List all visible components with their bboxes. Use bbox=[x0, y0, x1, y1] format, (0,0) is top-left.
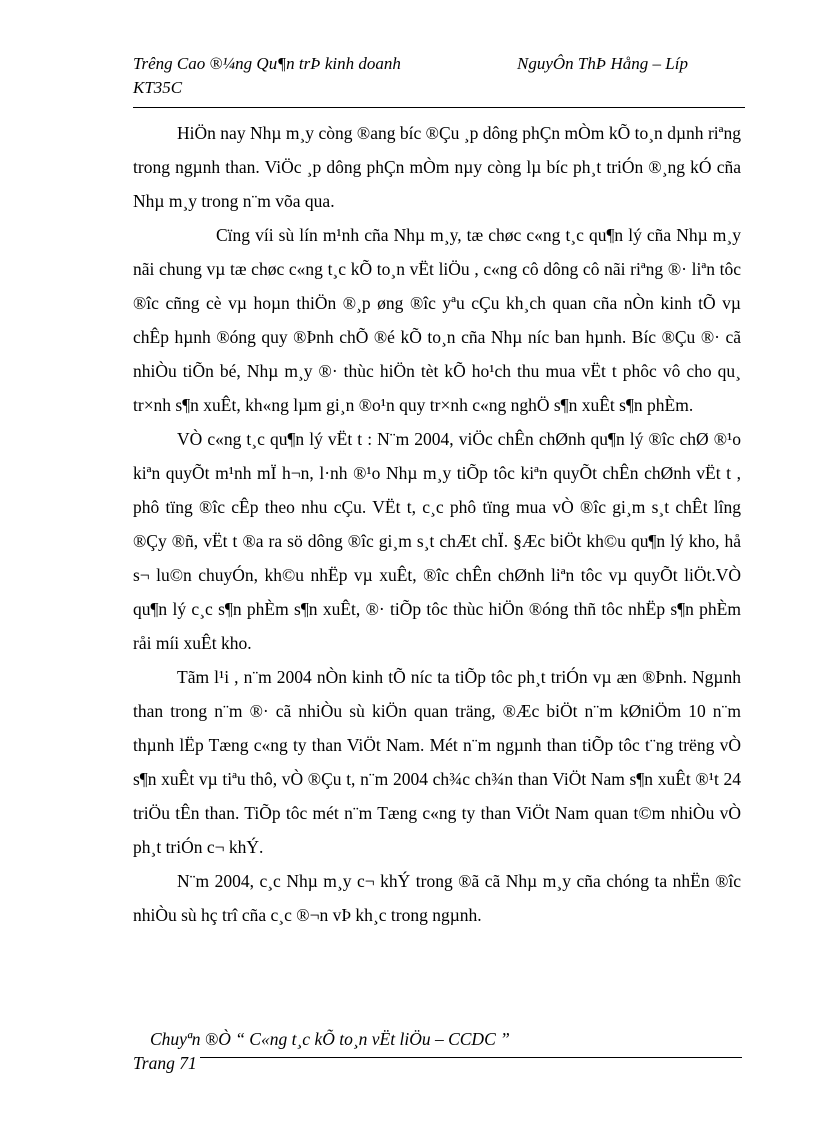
header-divider bbox=[133, 107, 745, 108]
paragraph: HiÖn nay Nhµ m¸y còng ®ang bíc ®Çu ¸p dông phÇn mÒm kÕ to¸n dµnh riªng trong ngµnh than. ViÖc ¸p dông phÇn mÒm nµy còng lµ bíc ph¸t triÓn ®¸ng kÓ cña Nhµ m¸y trong n¨m võa qua. bbox=[133, 123, 741, 211]
document-body bbox=[133, 116, 741, 932]
footer-title: Chuyªn ®Ò “ C«ng t¸c kÕ to¸n vËt liÖu – CCDC ” bbox=[150, 1029, 510, 1049]
paragraph: Cïng víi sù lín m¹nh cña Nhµ m¸y, tæ chøc c«ng t¸c qu¶n lý cña Nhµ m¸y nãi chung vµ tæ chøc c«ng t¸c kÕ to¸n vËt liÖu , c«ng cô dông cô nãi riªng ®· liªn tôc ®îc cñng cè vµ hoµn thiÖn ®¸p øng ®îc yªu cÇu kh¸ch quan cña nÒn kinh tÕ vµ chÊp hµnh ®óng quy ®Þnh chÕ ®é kÕ to¸n cña Nhµ níc ban hµnh. Bíc ®Çu ®· cã nhiÒu tiÕn bé, Nhµ m¸y ®· thùc hiÖn tèt kÕ ho¹ch thu mua vËt t phôc vô cho qu¸ tr×nh s¶n xuÊt, kh«ng lµm gi¸n ®o¹n quy tr×nh c«ng nghÖ s¶n xuÊt s¶n phÈm. bbox=[133, 225, 741, 415]
paragraph: Tãm l¹i , n¨m 2004 nÒn kinh tÕ níc ta tiÕp tôc ph¸t triÓn vµ æn ®Þnh. Ngµnh than trong n¨m ®· cã nhiÒu sù kiÖn quan träng, ®Æc biÖt n¨m kØniÖm 10 n¨m thµnh lËp Tæng c«ng ty than ViÖt Nam. Mét n¨m ngµnh than tiÕp tôc t¨ng trëng vÒ s¶n xuÊt vµ tiªu thô, vÒ ®Çu t, n¨m 2004 ch¾c ch¾n than ViÖt Nam s¶n xuÊt ®¹t 24 triÖu tÊn than. TiÕp tôc mét n¨m Tæng c«ng ty than ViÖt Nam quan t©m nhiÒu vÒ ph¸t triÓn c¬ khÝ. bbox=[133, 667, 741, 857]
header-author: NguyÔn ThÞ Hång – Líp bbox=[517, 54, 688, 73]
footer-divider bbox=[200, 1057, 742, 1058]
paragraph: VÒ c«ng t¸c qu¶n lý vËt t : N¨m 2004, viÖc chÊn chØnh qu¶n lý ®îc chØ ®¹o kiªn quyÕt m¹nh mÏ h¬n, l·nh ®¹o Nhµ m¸y tiÕp tôc kiªn quyÕt chÊn chØnh vËt t , phô tïng ®îc cÊp theo nhu cÇu. VËt t, c¸c phô tïng mua vÒ ®îc gi¸m s¸t chÊt lîng ®Çy ®ñ, vËt t ®a ra sö dông ®îc gi¸m s¸t chÆt chÏ. §Æc biÖt kh©u qu¶n lý kho, hå s¬ lu©n chuyÓn, kh©u nhËp vµ xuÊt, ®îc chÊn chØnh liªn tôc vµ quyÕt liÖt.VÒ qu¶n lý c¸c s¶n phÈm s¶n xuÊt, ®· tiÕp tôc thùc hiÖn ®óng thñ tôc nhËp s¶n phÈm råi míi xuÊt kho. bbox=[133, 429, 741, 653]
header-class: KT35C bbox=[133, 78, 183, 97]
paragraph: N¨m 2004, c¸c Nhµ m¸y c¬ khÝ trong ®ã cã Nhµ m¸y cña chóng ta nhËn ®îc nhiÒu sù hç trî cña c¸c ®¬n vÞ kh¸c trong ngµnh. bbox=[133, 871, 741, 925]
page-number: Trang 71 bbox=[133, 1053, 197, 1073]
header-school: Trêng Cao ®¼ng Qu¶n trÞ kinh doanh bbox=[133, 54, 401, 73]
